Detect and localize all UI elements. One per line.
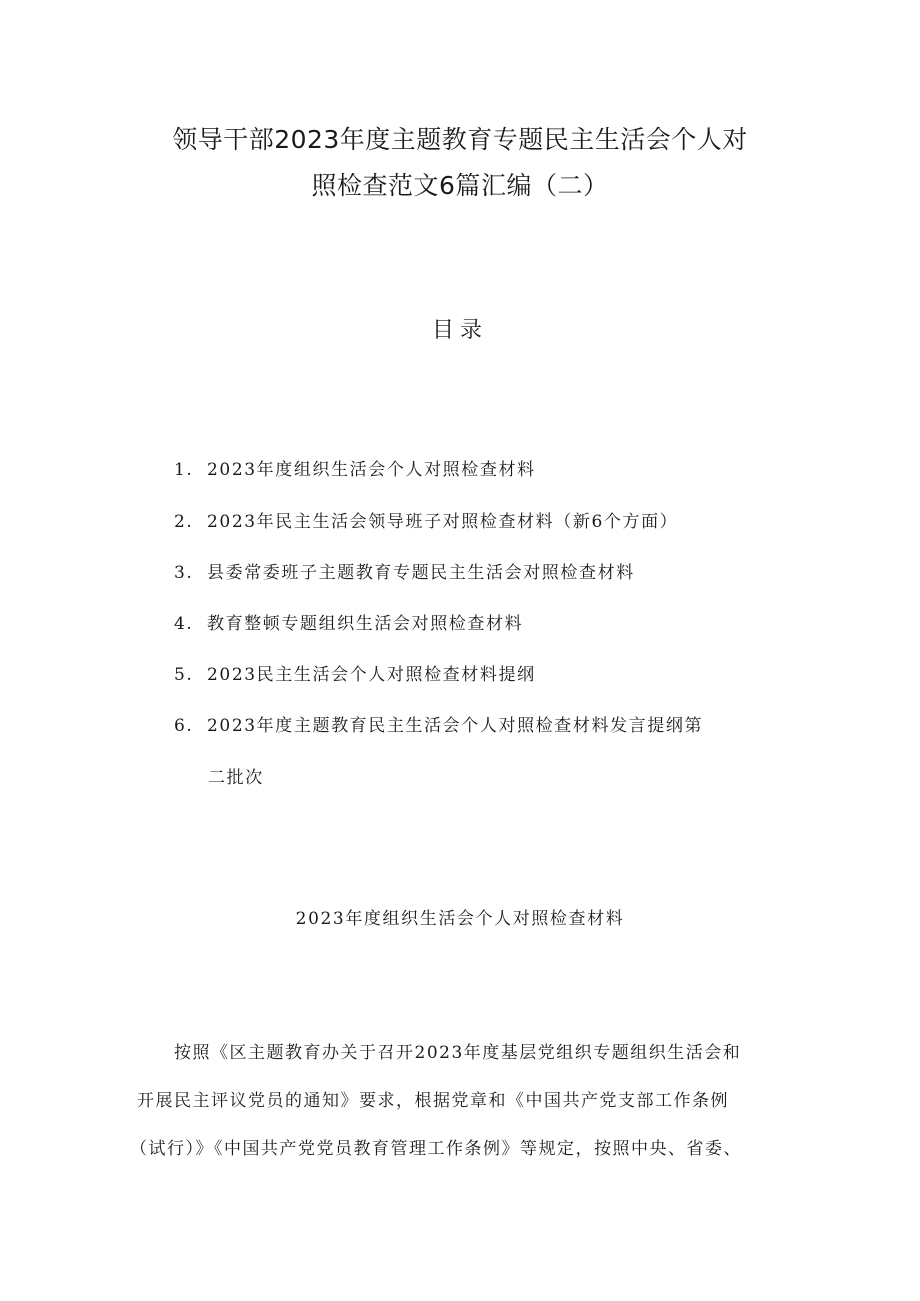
toc-item-number: 1.	[174, 460, 194, 480]
toc-item-6	[174, 711, 703, 736]
paragraph-line: （试行）》《中国共产党党员教育管理工作条例》等规定，按照中央、省委、	[130, 1139, 742, 1159]
document-title-line-2: 照检查范文6篇汇编（二）	[311, 171, 609, 200]
toc-item-number: 5.	[174, 665, 194, 685]
toc-heading: 目录	[431, 318, 488, 343]
toc-item-text: 县委常委班子主题教育专题民主生活会对照检查材料	[207, 563, 635, 583]
document-title-line-1: 领导干部2023年度主题教育专题民主生活会个人对	[172, 125, 748, 154]
toc-item-4	[174, 609, 523, 634]
toc-item-number: 4.	[174, 614, 194, 634]
toc-item-text: 教育整顿专题组织生活会对照检查材料	[207, 614, 524, 634]
toc-item-number: 3.	[174, 563, 194, 583]
toc-item-text: 2023年民主生活会领导班子对照检查材料（新6个方面）	[207, 512, 679, 532]
toc-item-number: 2.	[174, 512, 194, 532]
toc-item-text: 2023年度组织生活会个人对照检查材料	[207, 460, 536, 480]
toc-item-text: 2023民主生活会个人对照检查材料提纲	[207, 665, 536, 685]
toc-item-6-continuation: 二批次	[208, 768, 264, 788]
toc-item-5	[174, 660, 536, 685]
toc-item-3	[174, 558, 635, 583]
paragraph-line: 按照《区主题教育办关于召开2023年度基层党组织专题组织生活会和	[174, 1043, 742, 1063]
toc-item-2	[174, 507, 678, 532]
paragraph-line: 开展民主评议党员的通知》要求，根据党章和《中国共产党支部工作条例	[137, 1091, 729, 1111]
toc-item-number: 6.	[174, 716, 194, 736]
toc-item-1	[174, 455, 536, 480]
toc-item-text: 2023年度主题教育民主生活会个人对照检查材料发言提纲第	[207, 716, 704, 736]
section-title: 2023年度组织生活会个人对照检查材料	[295, 909, 625, 929]
